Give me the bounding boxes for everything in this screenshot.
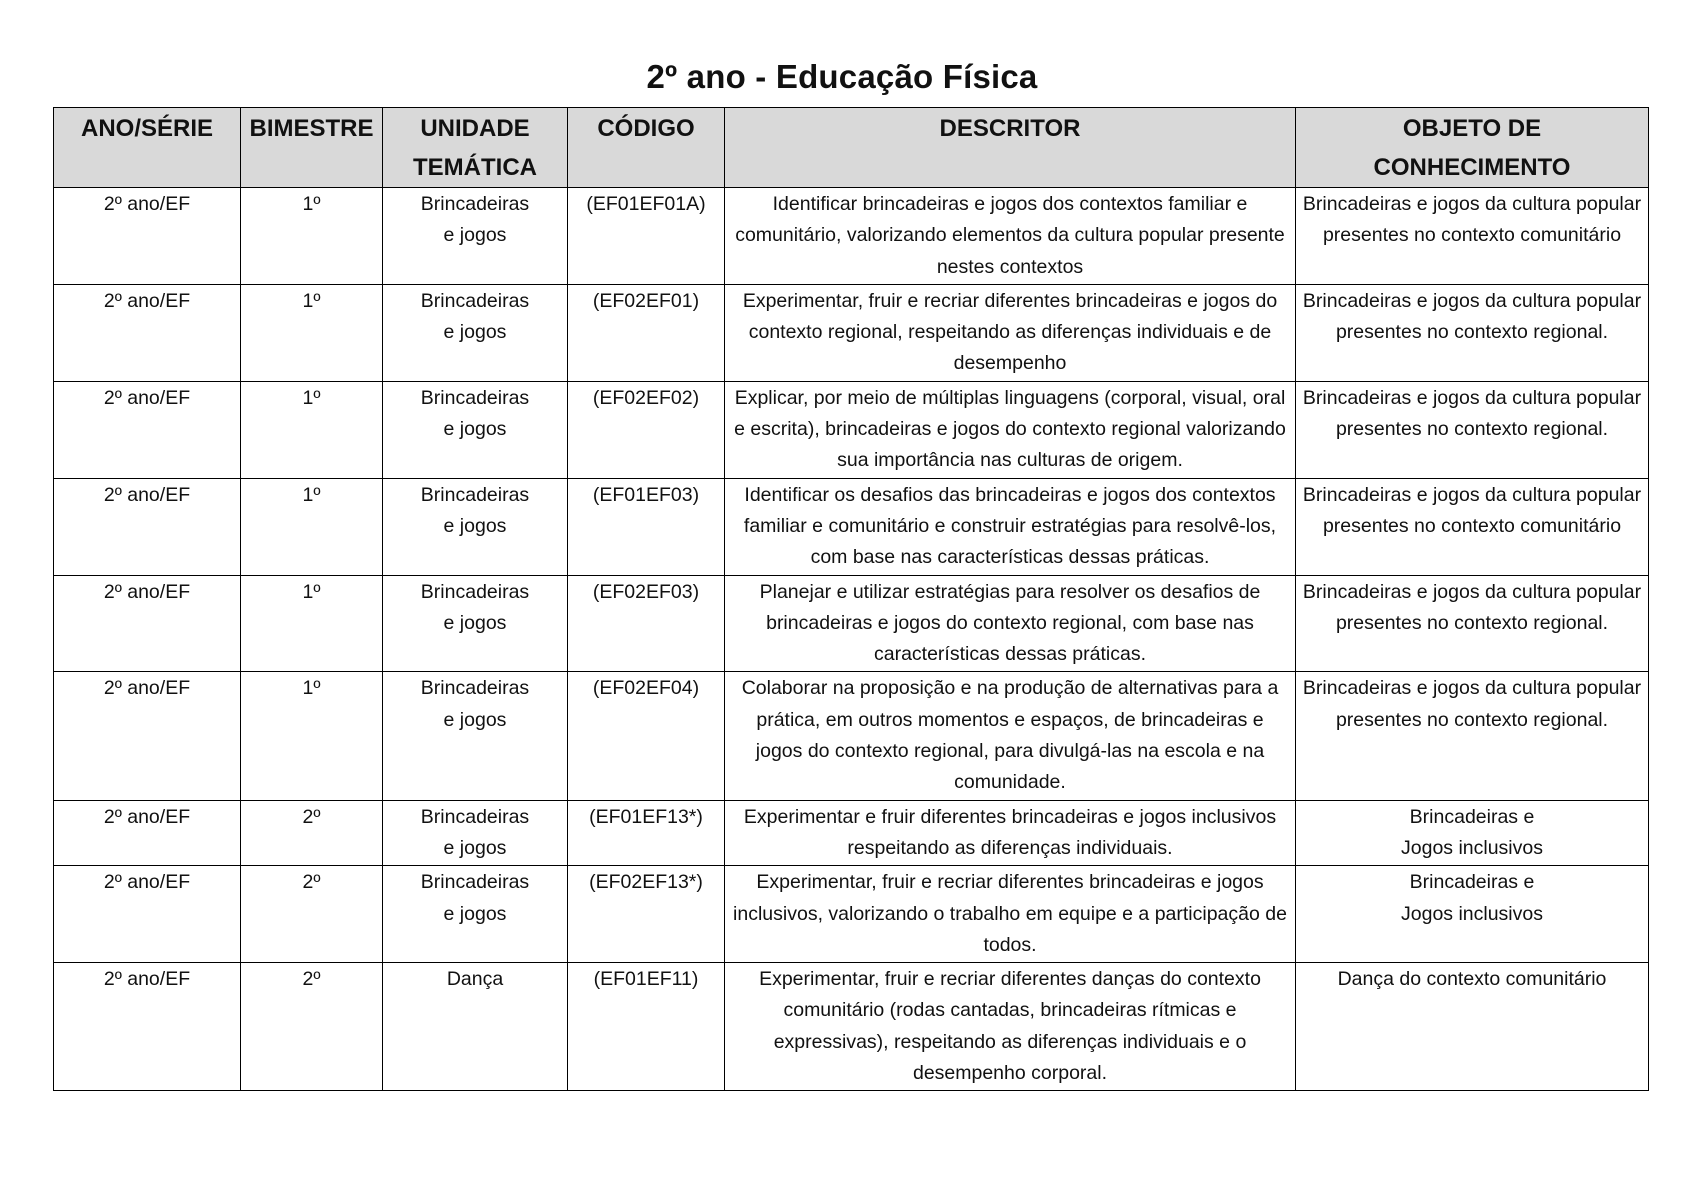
cell-objeto: Brincadeiras e jogos da cultura popular presentes no contexto comunitário <box>1296 188 1649 285</box>
header-codigo: CÓDIGO <box>568 108 725 188</box>
cell-unidade-tematica: Brincadeiras e jogos <box>383 672 568 800</box>
cell-descritor: Explicar, por meio de múltiplas linguagens (corporal, visual, oral e escrita), brincadeiras e jogos do contexto regional valorizando sua importância nas culturas de origem. <box>725 381 1296 478</box>
cell-bimestre: 2º <box>241 963 383 1091</box>
cell-bimestre: 1º <box>241 672 383 800</box>
header-bimestre: BIMESTRE <box>241 108 383 188</box>
table-row <box>54 963 1649 1091</box>
cell-descritor: Identificar os desafios das brincadeiras e jogos dos contextos familiar e comunitário e construir estratégias para resolvê-los, com base nas características dessas práticas. <box>725 478 1296 575</box>
cell-descritor: Experimentar e fruir diferentes brincadeiras e jogos inclusivos respeitando as diferenças individuais. <box>725 800 1296 866</box>
cell-descritor: Experimentar, fruir e recriar diferentes brincadeiras e jogos inclusivos, valorizando o trabalho em equipe e a participação de todos. <box>725 866 1296 963</box>
header-ano-serie: ANO/SÉRIE <box>54 108 241 188</box>
cell-bimestre: 2º <box>241 866 383 963</box>
cell-bimestre: 2º <box>241 800 383 866</box>
cell-codigo: (EF02EF02) <box>568 381 725 478</box>
cell-codigo: (EF01EF03) <box>568 478 725 575</box>
cell-objeto: Brincadeiras e jogos da cultura popular presentes no contexto regional. <box>1296 672 1649 800</box>
cell-unidade-tematica: Brincadeiras e jogos <box>383 381 568 478</box>
cell-codigo: (EF02EF13*) <box>568 866 725 963</box>
cell-ano-serie: 2º ano/EF <box>54 866 241 963</box>
cell-unidade-tematica: Dança <box>383 963 568 1091</box>
page-title: 2º ano - Educação Física <box>646 58 1038 95</box>
cell-bimestre: 1º <box>241 188 383 285</box>
cell-ano-serie: 2º ano/EF <box>54 284 241 381</box>
table-row <box>54 284 1649 381</box>
cell-codigo: (EF02EF03) <box>568 575 725 672</box>
table-header-row <box>54 108 1649 188</box>
table-row <box>54 188 1649 285</box>
curriculum-table <box>53 107 1649 1091</box>
cell-descritor: Experimentar, fruir e recriar diferentes danças do contexto comunitário (rodas cantadas, brincadeiras rítmicas e expressivas), respeitando as diferenças individuais e o desempenho corporal. <box>725 963 1296 1091</box>
table-row <box>54 478 1649 575</box>
header-unidade-tematica: UNIDADE TEMÁTICA <box>383 108 568 188</box>
cell-objeto: Brincadeiras e jogos da cultura popular presentes no contexto regional. <box>1296 381 1649 478</box>
cell-descritor: Colaborar na proposição e na produção de alternativas para a prática, em outros momentos e espaços, de brincadeiras e jogos do contexto regional, para divulgá-las na escola e na comunidade. <box>725 672 1296 800</box>
cell-unidade-tematica: Brincadeiras e jogos <box>383 800 568 866</box>
cell-codigo: (EF01EF13*) <box>568 800 725 866</box>
header-descritor: DESCRITOR <box>725 108 1296 188</box>
cell-objeto: Brincadeiras e jogos da cultura popular presentes no contexto regional. <box>1296 284 1649 381</box>
cell-codigo: (EF02EF04) <box>568 672 725 800</box>
cell-ano-serie: 2º ano/EF <box>54 672 241 800</box>
cell-descritor: Experimentar, fruir e recriar diferentes brincadeiras e jogos do contexto regional, respeitando as diferenças individuais e de desempenho <box>725 284 1296 381</box>
cell-objeto: Brincadeiras e jogos da cultura popular presentes no contexto comunitário <box>1296 478 1649 575</box>
cell-ano-serie: 2º ano/EF <box>54 963 241 1091</box>
cell-unidade-tematica: Brincadeiras e jogos <box>383 188 568 285</box>
table-row <box>54 381 1649 478</box>
cell-unidade-tematica: Brincadeiras e jogos <box>383 866 568 963</box>
cell-codigo: (EF02EF01) <box>568 284 725 381</box>
cell-descritor: Identificar brincadeiras e jogos dos contextos familiar e comunitário, valorizando elementos da cultura popular presente nestes contextos <box>725 188 1296 285</box>
cell-objeto: Dança do contexto comunitário <box>1296 963 1649 1091</box>
cell-objeto: Brincadeiras e Jogos inclusivos <box>1296 800 1649 866</box>
cell-bimestre: 1º <box>241 284 383 381</box>
cell-ano-serie: 2º ano/EF <box>54 478 241 575</box>
cell-bimestre: 1º <box>241 381 383 478</box>
cell-bimestre: 1º <box>241 478 383 575</box>
cell-unidade-tematica: Brincadeiras e jogos <box>383 575 568 672</box>
cell-bimestre: 1º <box>241 575 383 672</box>
cell-ano-serie: 2º ano/EF <box>54 381 241 478</box>
table-row <box>54 866 1649 963</box>
cell-descritor: Planejar e utilizar estratégias para resolver os desafios de brincadeiras e jogos do contexto regional, com base nas características dessas práticas. <box>725 575 1296 672</box>
table-row <box>54 575 1649 672</box>
cell-codigo: (EF01EF11) <box>568 963 725 1091</box>
cell-codigo: (EF01EF01A) <box>568 188 725 285</box>
cell-ano-serie: 2º ano/EF <box>54 575 241 672</box>
cell-objeto: Brincadeiras e jogos da cultura popular presentes no contexto regional. <box>1296 575 1649 672</box>
cell-ano-serie: 2º ano/EF <box>54 800 241 866</box>
table-row <box>54 672 1649 800</box>
cell-ano-serie: 2º ano/EF <box>54 188 241 285</box>
header-objeto-de-conhecimento: OBJETO DE CONHECIMENTO <box>1296 108 1649 188</box>
table-row <box>54 800 1649 866</box>
cell-unidade-tematica: Brincadeiras e jogos <box>383 284 568 381</box>
cell-objeto: Brincadeiras e Jogos inclusivos <box>1296 866 1649 963</box>
cell-unidade-tematica: Brincadeiras e jogos <box>383 478 568 575</box>
